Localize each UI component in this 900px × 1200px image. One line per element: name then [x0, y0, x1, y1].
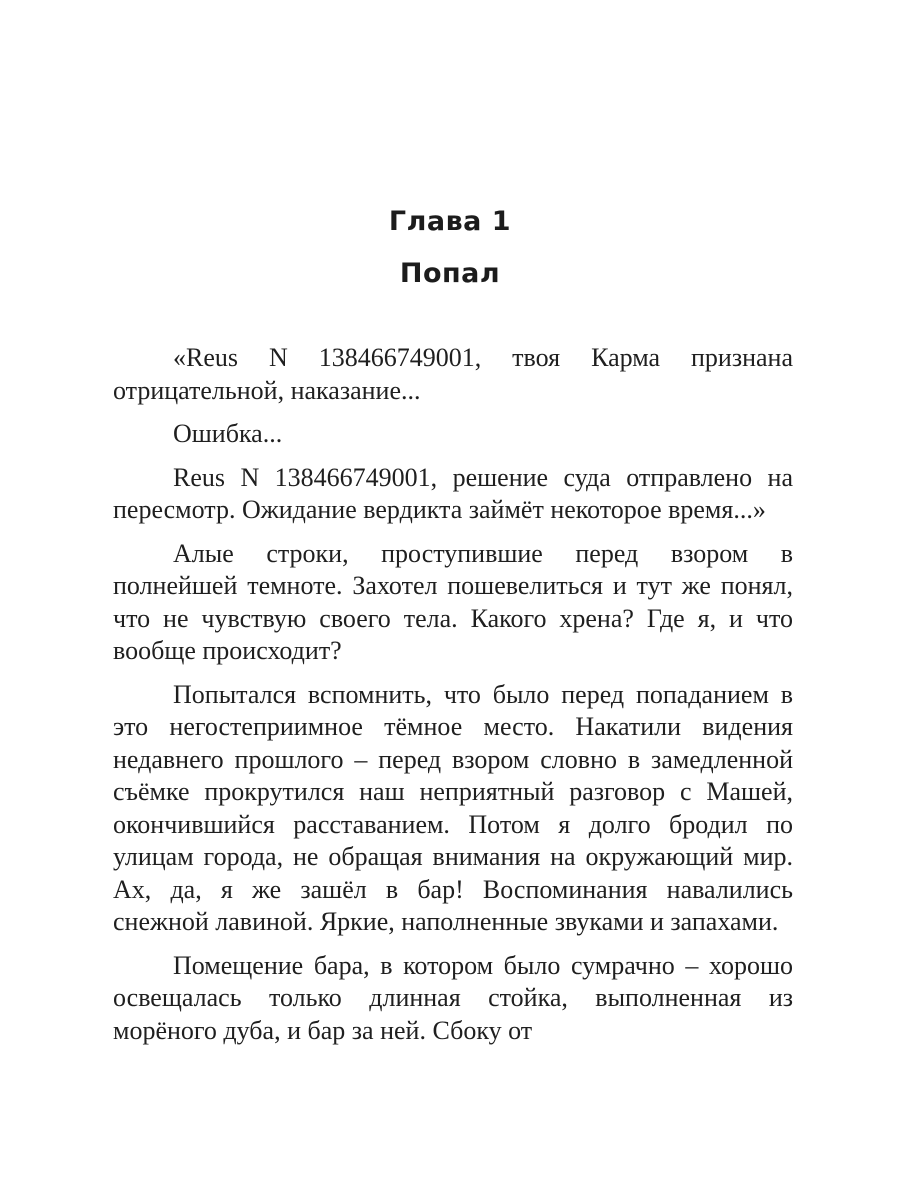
paragraph: Алые строки, проступившие перед взором в полнейшей темноте. Захотел пошевелиться и тут же понял, что не чувствую своего тела. Какого хрена? Где я, и что вообще происходит?	[113, 538, 793, 665]
chapter-number: Глава 1	[388, 206, 512, 237]
paragraph: «Reus N 138466749001, твоя Карма признана отрицательной, наказание...	[113, 343, 793, 405]
paragraph: Попытался вспомнить, что было перед попаданием в это негостеприимное тёмное место. Накатили видения недавнего прошлого – перед взором словно в замедленной съёмке прокрутился наш неприятный разговор с Машей, окончившийся расставанием. Потом я долго бродил по улицам города, не обращая внимания на окружающий мир. Ах, да, я же зашёл в бар! Воспоминания навалились снежной лавиной. Яркие, наполненные звуками и запахами.	[113, 679, 793, 936]
chapter-title: Попал	[399, 258, 501, 289]
paragraph: Ошибка...	[173, 419, 283, 448]
paragraph: Помещение бара, в котором было сумрачно – хорошо освещалась только длинная стойка, выполненная из морёного дуба, и бар за ней. Сбоку от	[113, 950, 793, 1045]
chapter-body	[113, 342, 793, 1058]
paragraph: Reus N 138466749001, решение суда отправлено на пересмотр. Ожидание вердикта займёт некоторое время...»	[113, 462, 793, 524]
